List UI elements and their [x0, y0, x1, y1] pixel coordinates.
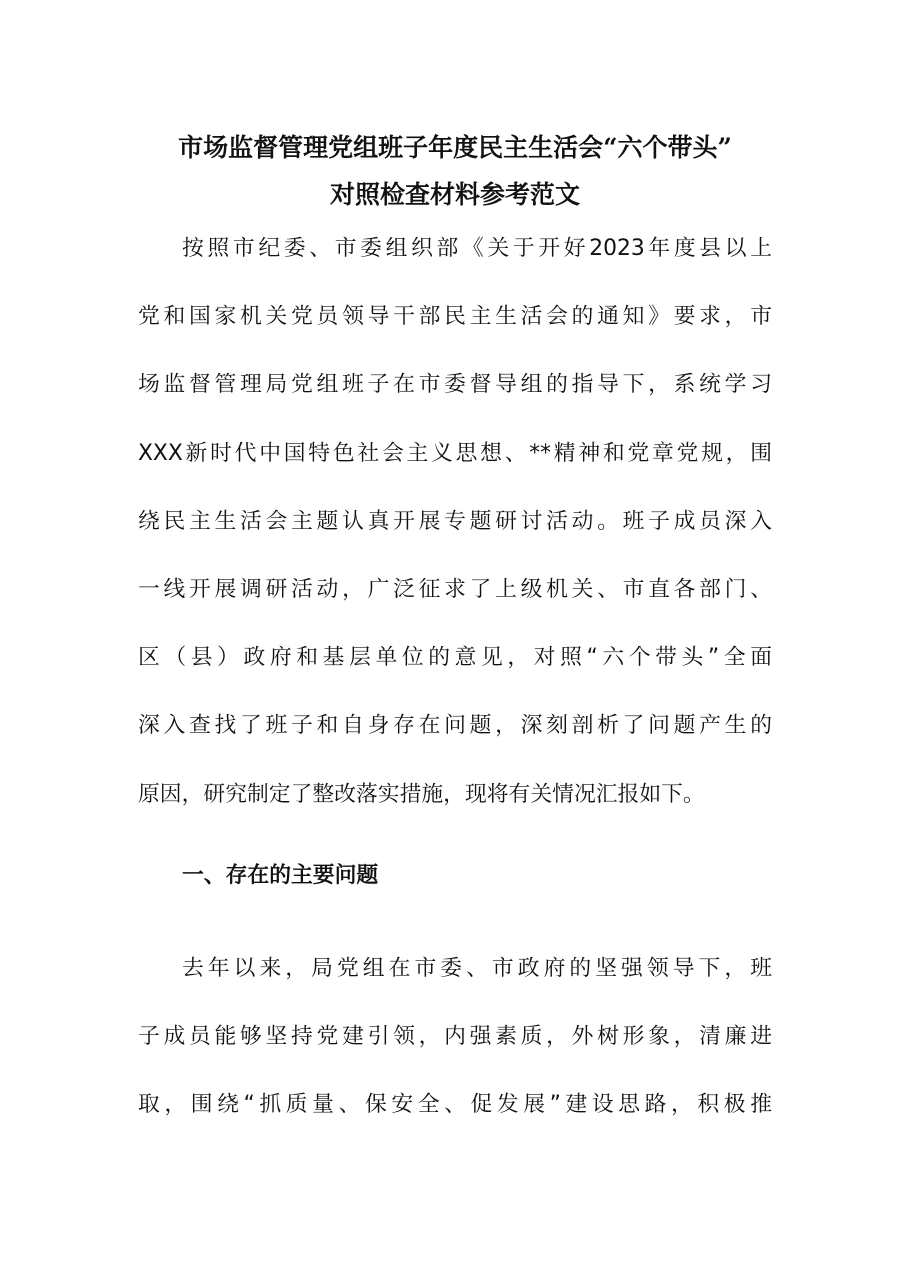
paragraph-line: 场监督管理局党组班子在市委督导组的指导下，系统学习: [138, 372, 772, 398]
paragraph-line: 一线开展调研活动，广泛征求了上级机关、市直各部门、: [138, 577, 772, 603]
paragraph-intro: [138, 215, 772, 829]
title-line-2: 对照检查材料参考范文: [329, 180, 580, 209]
paragraph-section1: [138, 935, 772, 1140]
paragraph-line: 去年以来，局党组在市委、市政府的坚强领导下，班: [182, 956, 772, 981]
paragraph-line: 党和国家机关党员领导干部民主生活会的通知》要求，市: [138, 304, 772, 330]
document-title: [138, 124, 772, 218]
paragraph-line: 深入查找了班子和自身存在问题，深刻剖析了问题产生的: [138, 713, 772, 739]
paragraph-line: 按照市纪委、市委组织部《关于开好2023年度县以上: [182, 236, 772, 261]
paragraph-line: 绕民主生活会主题认真开展专题研讨活动。班子成员深入: [138, 508, 772, 534]
section-heading: 一、存在的主要问题: [182, 863, 379, 888]
paragraph-line: 原因，研究制定了整改落实措施，现将有关情况汇报如下。: [138, 781, 705, 807]
paragraph-line: 取，围绕“抓质量、保安全、促发展”建设思路，积极推: [138, 1092, 772, 1118]
paragraph-line: 子成员能够坚持党建引领，内强素质，外树形象，清廉进: [138, 1024, 772, 1050]
title-line-1: 市场监督管理党组班子年度民主生活会“六个带头”: [178, 133, 732, 162]
paragraph-line: 区（县）政府和基层单位的意见，对照“六个带头”全面: [138, 645, 772, 671]
paragraph-line: XXX新时代中国特色社会主义思想、**精神和党章党规，围: [138, 440, 772, 466]
